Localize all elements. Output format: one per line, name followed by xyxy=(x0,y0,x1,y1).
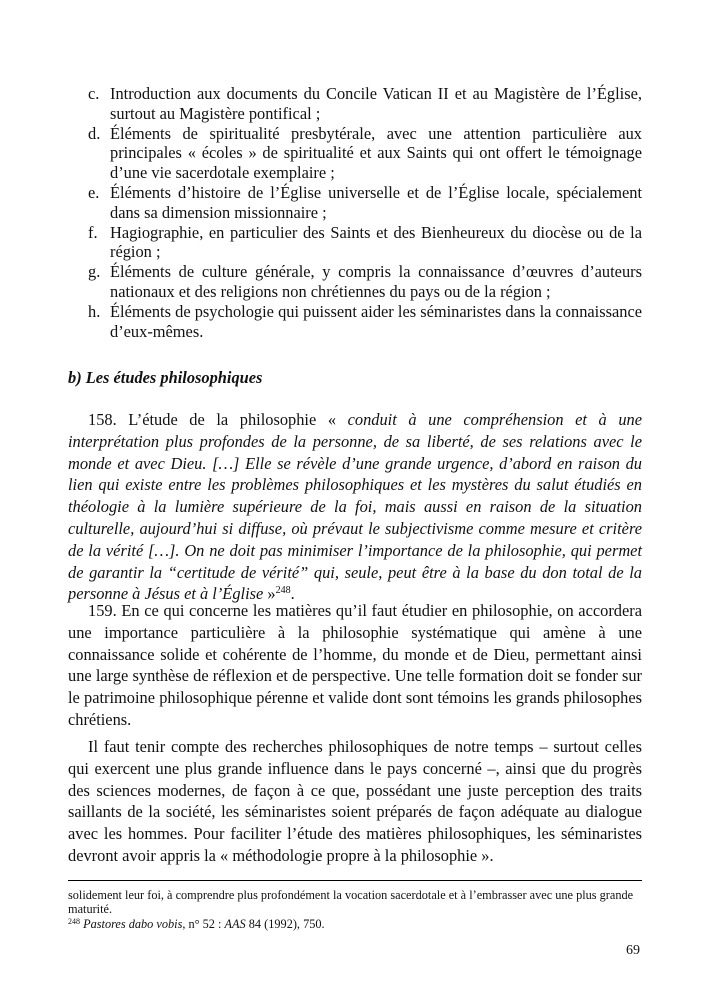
list-marker: e. xyxy=(88,182,100,202)
list-item-text: Éléments de spiritualité presbytérale, avec une attention particulière aux principales « écoles » de spiritualité et aux Saints qui ont offert le témoignage d’une vie sacerdotale exemplaire ; xyxy=(110,123,642,183)
paragraph-159 xyxy=(68,600,642,731)
list-marker: g. xyxy=(88,262,101,282)
footnote-number: 248 xyxy=(68,917,80,926)
list-item-text: Éléments d’histoire de l’Église universelle et de l’Église locale, spécialement dans sa dimension missionnaire ; xyxy=(110,182,642,222)
paragraph-158-quote: conduit à une compréhension et à une interprétation plus profondes de la personne, de sa liberté, de ses relations avec le monde et avec Dieu. […] Elle se révèle d’une grande urgence, d’abord en raison du lien qui existe entre les problèmes philosophiques et les mystères du salut étudiés en théologie à la lumière supérieure de la foi, mais aussi en raison de la situation culturelle, aujourd’hui si diffuse, où prévaut le subjectivisme comme mesure et critère de la vérité […]. On ne doit pas minimiser l’importance de la philosophie, qui permet de garantir la “certitude de vérité” qui, seule, peut être à la base du don total de la personne à Jésus et à l’Église xyxy=(68,410,642,604)
footnote-continued: solidement leur foi, à comprendre plus profondément la vocation sacerdotale et à l’embrasser avec une plus grande maturité. xyxy=(68,888,634,916)
section-heading: b) Les études philosophiques xyxy=(68,368,263,387)
footnote-source-rest: 84 (1992), 750. xyxy=(245,917,325,931)
list-marker: d. xyxy=(88,123,101,143)
list-item xyxy=(68,302,642,342)
formation-list xyxy=(68,84,642,341)
paragraph-160-text: Il faut tenir compte des recherches philosophiques de notre temps – surtout celles qui exercent une plus grande influence dans le pays concerné –, ainsi que du progrès des sciences modernes, de façon à ce que, possédant une juste perception des traits saillants de la société, les séminaristes soient préparés de façon adéquate au dialogue avec les hommes. Pour faciliter l’étude des matières philosophiques, les séminaristes devront avoir appris la « méthodologie propre à la philosophie ». xyxy=(68,737,642,865)
paragraph-158-end: . xyxy=(290,584,295,604)
paragraph-159-text: 159. En ce qui concerne les matières qu’il faut étudier en philosophie, on accordera une importance particulière à la philosophie systématique qui amène à une connaissance solide et cohérente de l’homme, du monde et de Dieu, permettant ainsi une large synthèse de réflexion et de perspective. Une telle formation doit se fonder sur le patrimoine philosophique pérenne et valide dont sont témoins les grands philosophes chrétiens. xyxy=(68,601,642,729)
paragraph-158-close: » xyxy=(263,584,276,604)
page-number: 69 xyxy=(626,943,640,958)
list-marker: h. xyxy=(88,301,101,321)
list-item xyxy=(68,84,642,124)
list-item-text: Hagiographie, en particulier des Saints et des Bienheureux du diocèse ou de la région ; xyxy=(110,222,642,262)
list-marker: c. xyxy=(88,84,100,103)
list-item xyxy=(68,183,642,223)
list-item-text: Éléments de culture générale, y compris la connaissance d’œuvres d’auteurs nationaux et des religions non chrétiennes du pays ou de la région ; xyxy=(110,262,642,301)
list-item xyxy=(68,262,642,302)
footnote-ref-248[interactable]: 248 xyxy=(275,585,291,597)
paragraph-158-lead: 158. L’étude de la philosophie « xyxy=(88,410,348,429)
list-marker: f. xyxy=(88,222,98,242)
paragraph-160 xyxy=(68,736,642,867)
footnote-source-title: Pastores dabo vobis xyxy=(83,917,183,931)
list-item xyxy=(68,223,642,263)
footnote-source-mid: , n° 52 : xyxy=(182,917,225,931)
list-item-text: Éléments de psychologie qui puissent aider les séminaristes dans la connaissance d’eux-mêmes. xyxy=(110,301,642,341)
footnote-journal: AAS xyxy=(224,917,246,931)
paragraph-158 xyxy=(68,409,642,605)
list-item xyxy=(68,124,642,183)
footnote-divider xyxy=(68,880,642,881)
footnote-248 xyxy=(68,918,642,932)
list-item-text: Introduction aux documents du Concile Vatican II et au Magistère de l’Église, surtout au Magistère pontifical ; xyxy=(110,84,642,123)
